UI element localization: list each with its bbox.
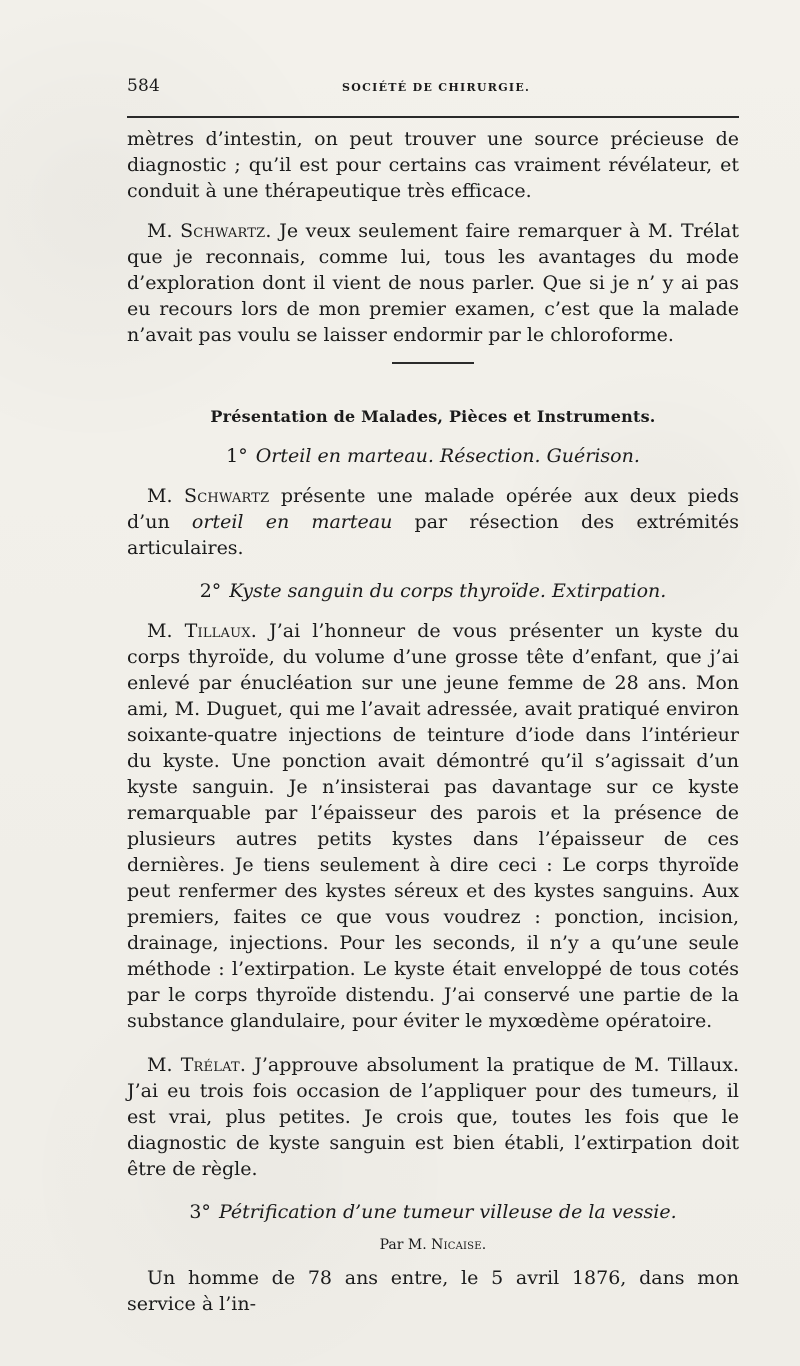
running-title: SOCIÉTÉ DE CHIRURGIE. <box>342 81 531 94</box>
trelat-prefix: M. <box>147 1054 181 1076</box>
case-3-number: 3° <box>189 1201 211 1223</box>
case-1-italic-term: orteil en marteau <box>191 511 393 533</box>
case-2-prefix: M. <box>147 620 185 642</box>
case-1-text-after: par résection des extrémités articulaires. <box>127 511 739 559</box>
trelat-reply-paragraph <box>127 1052 739 1182</box>
case-3-byline-name: Nicaise. <box>431 1237 487 1253</box>
schwartz-prefix: M. <box>147 220 181 242</box>
schwartz-reply-text: Je veux seulement faire remarquer à M. Trélat que je reconnais, comme lui, tous les avantages du mode d’exploration dont il vient de nous parler. Que si je n’ y ai pas eu recours lors de mon premier examen, c’est que la malade n’avait pas voulu se laisser endormir par le chloroforme. <box>127 220 739 346</box>
case-1-heading <box>127 443 739 469</box>
case-2-number: 2° <box>199 580 222 602</box>
case-3-title: Pétrification d’une tumeur villeuse de la vessie. <box>218 1201 677 1223</box>
case-1-title: Orteil en marteau. Résection. Guérison. <box>255 445 640 467</box>
case-3-byline-prefix: Par M. <box>379 1237 432 1253</box>
page-content <box>127 126 739 1317</box>
opening-text: mètres d’intestin, on peut trouver une source précieuse de diagnostic ; qu’il est pour certains cas vraiment révélateur, et conduit à une thérapeutique très efficace. <box>127 128 739 202</box>
presentations-title: Présentation de Malades, Pièces et Instruments. <box>210 407 656 426</box>
case-1-number: 1° <box>226 445 248 467</box>
section-divider <box>392 362 474 364</box>
opening-paragraph <box>127 126 739 204</box>
case-1-text-before: présente une malade opérée aux deux pieds d’un <box>127 485 740 533</box>
case-1-speaker: Schwartz <box>184 485 270 507</box>
case-3-heading <box>127 1199 739 1225</box>
case-2-paragraph <box>127 618 739 1034</box>
page-header <box>127 76 740 104</box>
closing-paragraph <box>127 1265 739 1317</box>
case-2-speaker: Tillaux. <box>184 620 257 642</box>
case-2-text: J’ai l’honneur de vous présenter un kyste du corps thyroïde, du volume d’une grosse tête d’enfant, que j’ai enlevé par énucléation sur une jeune femme de 28 ans. Mon ami, M. Duguet, qui me l’avait adressée, avait pratiqué environ soixante-quatre injections de teinture d’iode dans l’intérieur du kyste. Une ponction avait démontré qu’il s’agissait d’un kyste sanguin. Je n’insisterai pas davantage sur ce kyste remarquable par l’épaisseur des parois et la présence de plusieurs autres petits kystes dans l’épaisseur de ces dernières. Je tiens seulement à dire ceci : Le corps thyroïde peut renfermer des kystes séreux et des kystes sanguins. Aux premiers, faites ce que vous voudrez : ponction, incision, drainage, injections. Pour les seconds, il n’y a qu’une seule méthode : l’extirpation. Le kyste était enveloppé de tous cotés par le corps thyroïde distendu. J’ai conservé une partie de la substance glandulaire, pour éviter le myxœdème opératoire. <box>127 620 739 1032</box>
closing-text: Un homme de 78 ans entre, le 5 avril 1876, dans mon service à l’in- <box>127 1267 739 1315</box>
case-2-title: Kyste sanguin du corps thyroïde. Extirpation. <box>229 580 667 602</box>
trelat-reply-text: J’approuve absolument la pratique de M. Tillaux. J’ai eu trois fois occasion de l’appliquer pour des tumeurs, il est vrai, plus petites. Je crois que, toutes les fois que le diagnostic de kyste sanguin est bien établi, l’extirpation doit être de règle. <box>127 1054 739 1180</box>
case-1-paragraph <box>127 483 739 561</box>
trelat-speaker: Trélat. <box>180 1054 247 1076</box>
page-number: 584 <box>127 76 161 96</box>
case-2-heading <box>127 578 739 604</box>
schwartz-speaker: Schwartz. <box>180 220 272 242</box>
header-rule <box>127 116 739 118</box>
schwartz-reply-paragraph <box>127 218 739 348</box>
case-1-prefix: M. <box>147 485 185 507</box>
case-3-byline <box>127 1235 739 1255</box>
